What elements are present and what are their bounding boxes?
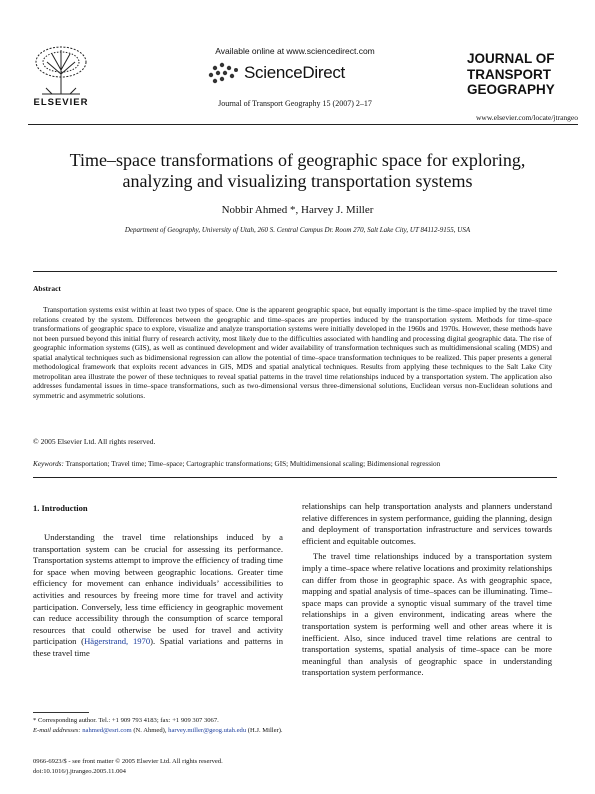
header-divider bbox=[28, 124, 578, 125]
paragraph bbox=[33, 532, 283, 660]
footnote-corresponding: * Corresponding author. Tel.: +1 909 793 4183; fax: +1 909 307 3067. bbox=[33, 717, 219, 724]
front-matter bbox=[33, 757, 333, 777]
abstract-body bbox=[33, 305, 552, 400]
paragraph: relationships can help transportation analysts and planners understand relative differences in system performance, guiding the planning, design and deployment of transportation infrastructure and services towards efficient and equitable outcomes. bbox=[302, 501, 552, 546]
email-owner: (H.J. Miller). bbox=[247, 727, 283, 734]
author-affiliation: Department of Geography, University of Utah, 260 S. Central Campus Dr. Room 270, Salt Lake City, UT 84112-9155, USA bbox=[124, 226, 471, 234]
footnote-emails bbox=[33, 726, 283, 736]
abstract-text: Transportation systems exist within at least two types of space. One is the apparent geographic space, but equally important is the time–space implied by the travel time relations created by the system. Differences between the geographic and time–spaces are properties induced by the transportation system. Methods for time–space transformations of geographic space to explore, visualize and analyze transportation systems were initially developed in the 1960s and 1970s. However, these methods have not been pursued beyond this initial flurry of research activity, most likely due to the difficulties associated with handling and processing digital geographic data. The rise of geographic information systems (GIS), as well as continued development and wider availability of transformation techniques such as multidimensional scaling (MDS) and spatial analytical techniques such as bidimensional regression can allow the potential of time–space transformation techniques to be realized. This paper presents a general methodological framework that exploits recent advances in GIS, MDS and spatial analytical techniques. Results from applying these techniques to the Salt Lake City metropolitan area illustrate the power of these techniques to reveal spatial patterns in the travel time relationships induced by a transportation system. The application also addresses fundamental issues in time–space transformations, such as two-dimensional versus three-dimensional solutions, Euclidean versus non-Euclidean solutions and symmetric and asymmetric solutions. bbox=[33, 305, 552, 400]
email-link[interactable]: harvey.miller@geog.utah.edu bbox=[168, 727, 247, 734]
journal-title-logo bbox=[467, 51, 577, 98]
keywords-line bbox=[33, 460, 552, 468]
abstract-copyright: © 2005 Elsevier Ltd. All rights reserved. bbox=[33, 437, 156, 446]
abstract-heading: Abstract bbox=[33, 284, 61, 293]
elsevier-tree-logo bbox=[32, 44, 90, 96]
section-heading-introduction: 1. Introduction bbox=[33, 503, 88, 513]
email-label: E-mail addresses: bbox=[33, 727, 81, 734]
title-line: analyzing and visualizing transportation systems bbox=[122, 171, 473, 191]
citation-link[interactable]: Hägerstrand, 1970 bbox=[84, 636, 151, 647]
abstract-top-divider bbox=[33, 271, 557, 272]
paragraph: The travel time relationships induced by a transportation system imply a time–space where relative locations and proximity relationships can differ from those in geographic space. As with geographic space, mapping and spatial analysis of time–spaces can be illuminating. Time–space maps can provide a synoptic visual summary of the travel time relationships in a given environment, indicating areas where the transportation system is performing well and other areas where it is inefficient. Also, since induced travel time relations are central to transportation systems, spatial analysis of time–space can be more meaningful than analysis of geographic space in understanding transportation system performance. bbox=[302, 551, 552, 678]
doi-line: doi:10.1016/j.jtrangeo.2005.11.004 bbox=[33, 768, 126, 775]
left-column bbox=[33, 532, 283, 660]
issn-line: 0966-6923/$ - see front matter © 2005 Elsevier Ltd. All rights reserved. bbox=[33, 758, 223, 765]
journal-url-link[interactable]: www.elsevier.com/locate/jtrangeo bbox=[476, 113, 578, 122]
journal-citation: Journal of Transport Geography 15 (2007) 2–17 bbox=[218, 99, 372, 108]
journal-line: TRANSPORT bbox=[467, 66, 551, 82]
journal-line: JOURNAL OF bbox=[467, 51, 555, 66]
article-title bbox=[40, 150, 555, 192]
email-owner: (N. Ahmed), bbox=[133, 727, 167, 734]
footnote-divider bbox=[33, 712, 89, 713]
journal-line: GEOGRAPHY bbox=[467, 82, 555, 97]
abstract-bottom-divider bbox=[33, 477, 557, 478]
title-line: Time–space transformations of geographic space for exploring, bbox=[69, 150, 526, 170]
email-link[interactable]: nahmed@esri.com bbox=[82, 727, 132, 734]
right-column bbox=[302, 501, 552, 679]
keywords-label: Keywords: bbox=[33, 460, 64, 468]
sciencedirect-wordmark: ScienceDirect bbox=[244, 63, 345, 82]
paragraph-text: Understanding the travel time relationships induced by a transportation system can be crucial for assessing its performance. Transportation systems attempt to improve the efficiency of trading time for space when moving between geographic locations. Greater time efficiency for movement can enhance individuals’ accessibilities to activities and resources by freeing more time for travel and activity participation. Conversely, less time efficiency in geographic movement can reduce accessibility through the consumption of scarce temporal resources that could otherwise be used for travel and activity participation ( bbox=[33, 532, 283, 647]
keywords-list: Transportation; Travel time; Time–space; Cartographic transformations; GIS; Multidimensional scaling; Bidimensional regression bbox=[65, 460, 441, 468]
publisher-name: ELSEVIER bbox=[33, 97, 89, 108]
available-online-text: Available online at www.sciencedirect.com bbox=[215, 46, 375, 56]
footnote bbox=[33, 716, 283, 736]
author-list: Nobbir Ahmed *, Harvey J. Miller bbox=[221, 204, 374, 216]
paragraph-text: ). Spatial variations and patterns in these travel time bbox=[33, 636, 283, 658]
